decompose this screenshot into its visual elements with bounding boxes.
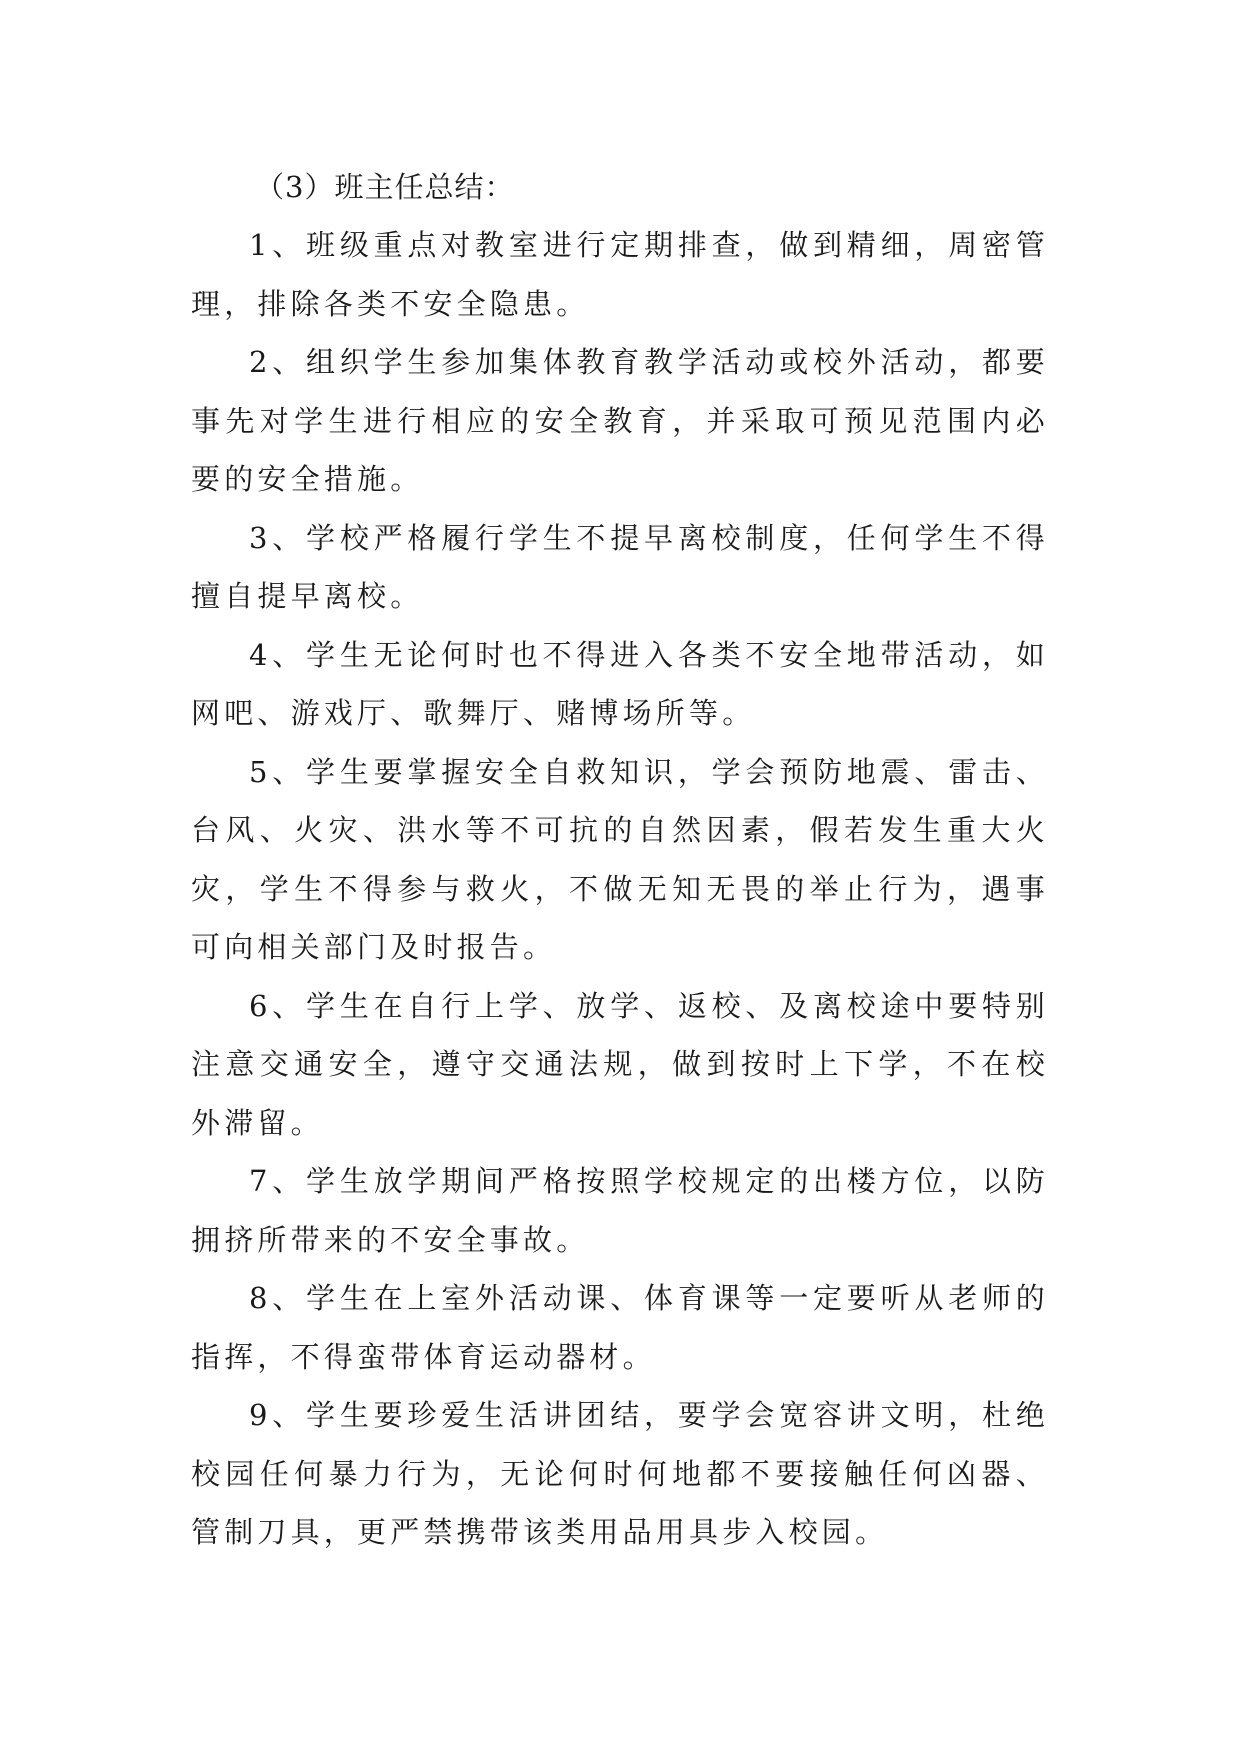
document-body [191, 158, 1049, 1562]
paragraph-7: 7、学生放学期间严格按照学校规定的出楼方位，以防拥挤所带来的不安全事故。 [191, 1164, 1049, 1257]
paragraph-4: 4、学生无论何时也不得进入各类不安全地带活动，如网吧、游戏厅、歌舞厅、赌博场所等。 [191, 637, 1049, 730]
paragraph-2: 2、组织学生参加集体教育教学活动或校外活动，都要事先对学生进行相应的安全教育，并采取可预见范围内必要的安全措施。 [191, 345, 1049, 496]
paragraph-3: 3、学校严格履行学生不提早离校制度，任何学生不得擅自提早离校。 [191, 520, 1049, 613]
paragraph-1: 1、班级重点对教室进行定期排查，做到精细，周密管理，排除各类不安全隐患。 [191, 228, 1049, 321]
paragraph-5: 5、学生要掌握安全自救知识，学会预防地震、雷击、台风、火灾、洪水等不可抗的自然因素，假若发生重大火灾，学生不得参与救火，不做无知无畏的举止行为，遇事可向相关部门及时报告。 [191, 754, 1049, 964]
paragraph-9: 9、学生要珍爱生活讲团结，要学会宽容讲文明，杜绝校园任何暴力行为，无论何时何地都不要接触任何凶器、管制刀具，更严禁携带该类用品用具步入校园。 [191, 1398, 1049, 1549]
paragraph-8: 8、学生在上室外活动课、体育课等一定要听从老师的指挥，不得蛮带体育运动器材。 [191, 1281, 1049, 1374]
section-heading: （3）班主任总结： [255, 170, 515, 204]
paragraph-6: 6、学生在自行上学、放学、返校、及离校途中要特别注意交通安全，遵守交通法规，做到按时上下学，不在校外滞留。 [191, 988, 1049, 1140]
